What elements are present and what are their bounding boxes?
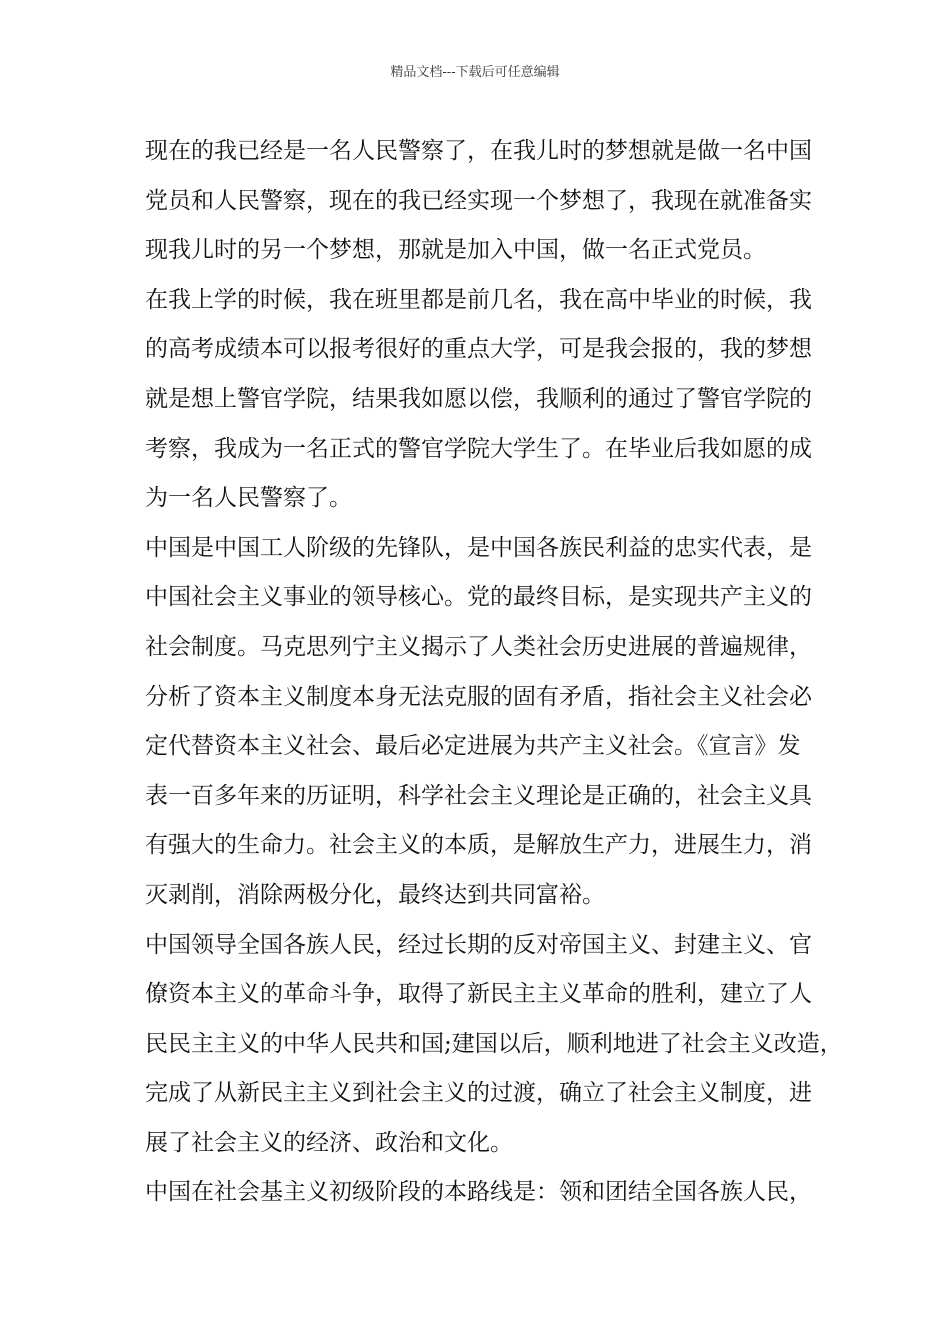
text-line: 民民主主义的中华人民共和国;建国以后，顺利地进了社会主义改造， <box>145 1030 843 1057</box>
text-line: 灭剥削，消除两极分化，最终达到共同富裕。 <box>145 881 605 908</box>
text-line: 僚资本主义的革命斗争，取得了新民主主义革命的胜利，建立了人 <box>145 981 812 1008</box>
text-line: 考察，我成为一名正式的警官学院大学生了。在毕业后我如愿的成 <box>145 435 812 462</box>
text-line: 中国在社会基主义初级阶段的本路线是：领和团结全国各族人民， <box>145 1179 812 1206</box>
text-line: 完成了从新民主主义到社会主义的过渡，确立了社会主义制度，进 <box>145 1080 812 1107</box>
text-line: 有强大的生命力。社会主义的本质，是解放生产力，进展生力，消 <box>145 832 812 859</box>
text-line: 中国社会主义事业的领导核心。党的最终目标，是实现共产主义的 <box>145 584 812 611</box>
paragraph-4 <box>145 921 843 1169</box>
text-line: 中国领导全国各族人民，经过长期的反对帝国主义、封建主义、官 <box>145 931 812 958</box>
text-line: 定代替资本主义社会、最后必定进展为共产主义社会。《宣言》发 <box>145 733 801 760</box>
text-line: 分析了资本主义制度本身无法克服的固有矛盾，指社会主义社会必 <box>145 683 812 710</box>
document-body <box>145 127 843 1218</box>
page-header: 精品文档---下载后可任意编辑 <box>390 65 560 80</box>
paragraph-2 <box>145 276 820 524</box>
text-line: 的高考成绩本可以报考很好的重点大学，可是我会报的，我的梦想 <box>145 336 812 363</box>
text-line: 展了社会主义的经济、政治和文化。 <box>145 1129 513 1156</box>
paragraph-5 <box>145 1168 820 1218</box>
paragraph-3 <box>145 524 820 921</box>
text-line: 现在的我已经是一名人民警察了，在我儿时的梦想就是做一名中国 <box>145 138 812 164</box>
text-line: 社会制度。马克思列宁主义揭示了人类社会历史进展的普遍规律， <box>145 633 812 660</box>
text-line: 党员和人民警察，现在的我已经实现一个梦想了，我现在就准备实 <box>145 187 812 214</box>
text-line: 在我上学的时候，我在班里都是前几名，我在高中毕业的时候，我 <box>145 286 812 313</box>
text-line: 中国是中国工人阶级的先锋队，是中国各族民利益的忠实代表，是 <box>145 534 812 561</box>
paragraph-1 <box>145 127 820 276</box>
text-line: 表一百多年来的历证明，科学社会主义理论是正确的，社会主义具 <box>145 782 812 809</box>
text-line: 为一名人民警察了。 <box>145 485 352 512</box>
text-line: 现我儿时的另一个梦想，那就是加入中国，做一名正式党员。 <box>145 237 766 264</box>
text-line: 就是想上警官学院，结果我如愿以偿，我顺利的通过了警官学院的 <box>145 385 812 412</box>
